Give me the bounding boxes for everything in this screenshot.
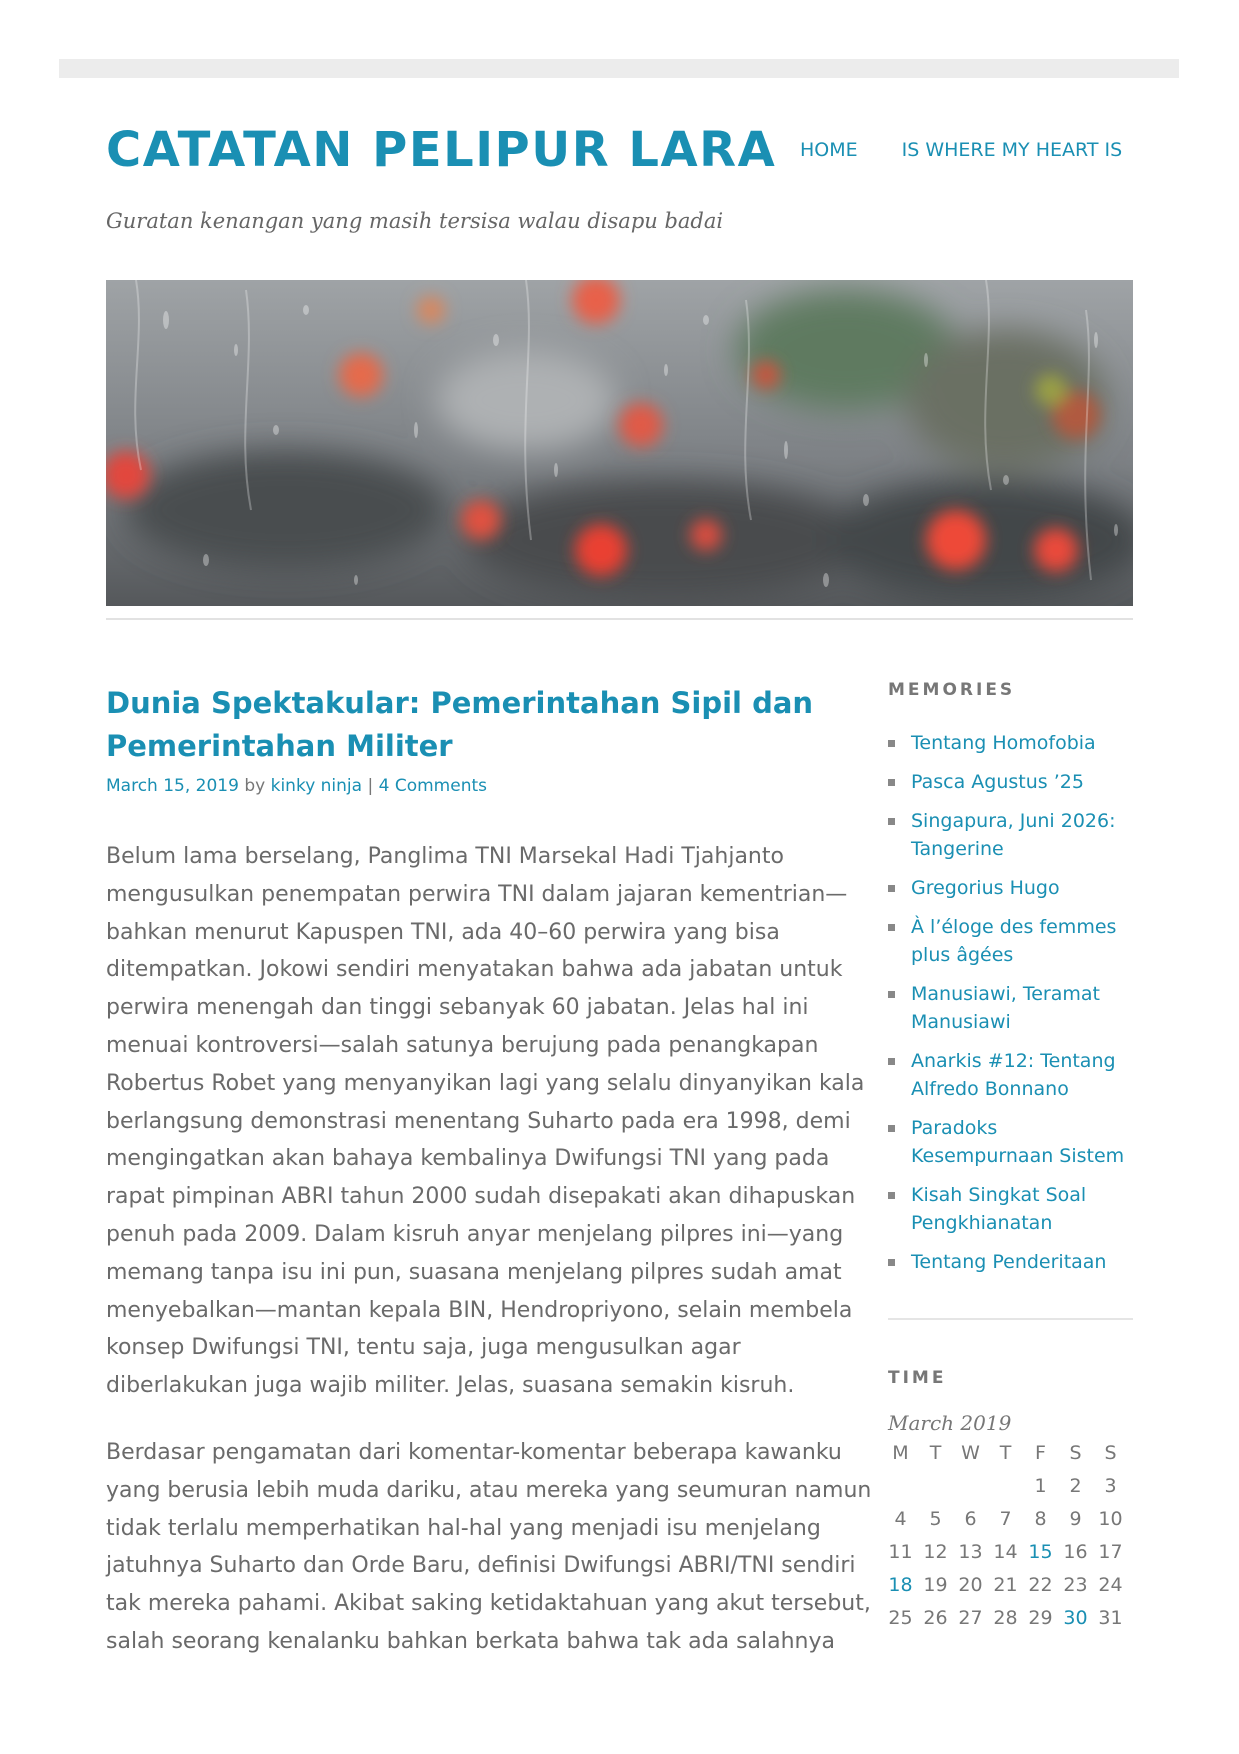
list-item bbox=[888, 1181, 1133, 1237]
calendar-day: 1 bbox=[1034, 1474, 1047, 1497]
calendar-day: 29 bbox=[1028, 1606, 1053, 1629]
memory-link[interactable]: Kisah Singkat Soal Pengkhianatan bbox=[911, 1184, 1087, 1234]
nav-home[interactable]: HOME bbox=[800, 139, 858, 161]
calendar-day: 11 bbox=[888, 1540, 913, 1563]
memories-widget-title: MEMORIES bbox=[888, 680, 1016, 700]
calendar-day bbox=[953, 1469, 988, 1502]
memory-link[interactable]: Paradoks Kesempurnaan Sistem bbox=[911, 1117, 1125, 1167]
nav-is-where-my-heart-is[interactable]: IS WHERE MY HEART IS bbox=[901, 139, 1123, 161]
calendar-day-link[interactable]: 15 bbox=[1028, 1540, 1053, 1563]
calendar-day: 5 bbox=[929, 1507, 942, 1530]
calendar-day: 3 bbox=[1104, 1474, 1117, 1497]
calendar-weekday: M bbox=[892, 1441, 909, 1464]
calendar-day: 27 bbox=[958, 1606, 983, 1629]
list-item bbox=[888, 913, 1133, 969]
calendar-day: 8 bbox=[1034, 1507, 1047, 1530]
memory-link[interactable]: Gregorius Hugo bbox=[911, 877, 1060, 899]
calendar-table bbox=[883, 1436, 1128, 1634]
memory-link[interactable]: À l’éloge des femmes plus âgées bbox=[911, 916, 1117, 966]
calendar-day: 13 bbox=[958, 1540, 983, 1563]
memories-list bbox=[888, 729, 1133, 1287]
sidebar bbox=[888, 680, 1133, 1629]
calendar-weekday: S bbox=[1069, 1441, 1082, 1464]
post-date-link[interactable]: March 15, 2019 bbox=[106, 776, 239, 796]
post-by-text: by bbox=[244, 776, 266, 796]
calendar-day: 10 bbox=[1098, 1507, 1123, 1530]
list-item bbox=[888, 874, 1133, 902]
post-comments-link[interactable]: 4 Comments bbox=[378, 776, 487, 796]
time-widget-title: TIME bbox=[888, 1368, 947, 1388]
list-item bbox=[888, 807, 1133, 863]
calendar-week bbox=[883, 1568, 1128, 1601]
calendar-weekday: F bbox=[1035, 1441, 1046, 1464]
memory-link[interactable]: Singapura, Juni 2026: Tangerine bbox=[911, 810, 1116, 860]
widget-divider bbox=[888, 1318, 1133, 1320]
calendar-week bbox=[883, 1601, 1128, 1634]
calendar-day: 25 bbox=[888, 1606, 913, 1629]
calendar-day: 26 bbox=[923, 1606, 948, 1629]
post-author-link[interactable]: kinky ninja bbox=[270, 776, 363, 796]
memory-link[interactable]: Tentang Penderitaan bbox=[911, 1251, 1107, 1273]
calendar-day bbox=[1023, 1535, 1058, 1568]
calendar-day: 31 bbox=[1098, 1606, 1123, 1629]
calendar-day bbox=[988, 1469, 1023, 1502]
calendar-day: 9 bbox=[1069, 1507, 1082, 1530]
post-paragraph: Berdasar pengamatan dari komentar-komentar beberapa kawanku yang berusia lebih muda dariku, atau mereka yang seumuran namun tidak terlalu memperhatikan hal-hal yang menjadi isu menjelang jatuhnya Suharto dan Orde Baru, definisi Dwifungsi ABRI/TNI sendiri tak mereka pahami. Akibat saking ketidaktahuan yang akut tersebut, salah seorang kenalanku bahkan berkata bahwa tak ada salahnya bbox=[106, 1439, 872, 1654]
calendar-caption: March 2019 bbox=[888, 1411, 1012, 1435]
rain-window-photo-icon bbox=[106, 280, 1133, 606]
list-item bbox=[888, 1047, 1133, 1103]
calendar-weekday: S bbox=[1104, 1441, 1117, 1464]
header-image bbox=[106, 280, 1133, 606]
calendar-day: 20 bbox=[958, 1573, 983, 1596]
post-paragraph: Belum lama berselang, Panglima TNI Marsekal Hadi Tjahjanto mengusulkan penempatan perwira TNI dalam jajaran kementrian— bahkan menurut Kapuspen TNI, ada 40–60 perwira yang bisa ditempatkan. Jokowi sendiri menyatakan bahwa ada jabatan untuk perwira menengah dan tinggi sebanyak 60 jabatan. Jelas hal ini menuai kontroversi—salah satunya berujung pada penangkapan Robertus Robet yang menyanyikan lagi yang selalu dinyanyikan kala berlangsung demonstrasi menentang Suharto pada era 1998, demi mengingatkan akan bahaya kembalinya Dwifungsi TNI yang pada rapat pimpinan ABRI tahun 2000 sudah disepakati akan dihapuskan penuh pada 2009. Dalam kisruh anyar menjelang pilpres ini—yang memang tanpa isu ini pun, suasana menjelang pilpres sudah amat menyebalkan—mantan kepala BIN, Hendropriyono, selain membela konsep Dwifungsi TNI, tentu saja, juga mengusulkan agar diberlakukan juga wajib militer. Jelas, suasana semakin kisruh. bbox=[106, 844, 865, 1399]
calendar-day: 16 bbox=[1063, 1540, 1088, 1563]
calendar-day: 17 bbox=[1098, 1540, 1123, 1563]
calendar-day bbox=[918, 1469, 953, 1502]
calendar-day: 21 bbox=[993, 1573, 1018, 1596]
calendar-day: 28 bbox=[993, 1606, 1018, 1629]
list-item bbox=[888, 729, 1133, 757]
site-title[interactable]: CATATAN PELIPUR LARA bbox=[106, 122, 777, 178]
list-item bbox=[888, 1248, 1133, 1276]
memory-link[interactable]: Manusiawi, Teramat Manusiawi bbox=[911, 983, 1100, 1033]
calendar-day: 4 bbox=[894, 1507, 907, 1530]
calendar-day: 12 bbox=[923, 1540, 948, 1563]
calendar-day: 14 bbox=[993, 1540, 1018, 1563]
memory-link[interactable]: Anarkis #12: Tentang Alfredo Bonnano bbox=[911, 1050, 1116, 1100]
header-divider bbox=[106, 618, 1133, 620]
calendar-day: 19 bbox=[923, 1573, 948, 1596]
calendar-week bbox=[883, 1469, 1128, 1502]
memory-link[interactable]: Pasca Agustus ’25 bbox=[911, 771, 1084, 793]
calendar-day: 6 bbox=[964, 1507, 977, 1530]
memory-link[interactable]: Tentang Homofobia bbox=[911, 732, 1096, 754]
calendar-day: 24 bbox=[1098, 1573, 1123, 1596]
top-bar bbox=[59, 59, 1179, 78]
calendar-day bbox=[1058, 1601, 1093, 1634]
calendar-weekday: W bbox=[961, 1441, 980, 1464]
post-content bbox=[106, 838, 876, 1690]
calendar-weekday: T bbox=[929, 1441, 942, 1464]
post-meta-separator: | bbox=[367, 776, 374, 796]
calendar-day-link[interactable]: 18 bbox=[888, 1573, 913, 1596]
calendar-day: 23 bbox=[1063, 1573, 1088, 1596]
list-item bbox=[888, 980, 1133, 1036]
calendar-day: 22 bbox=[1028, 1573, 1053, 1596]
calendar-day: 7 bbox=[999, 1507, 1012, 1530]
calendar-day bbox=[883, 1568, 918, 1601]
list-item bbox=[888, 768, 1133, 796]
calendar-week bbox=[883, 1502, 1128, 1535]
post-meta bbox=[106, 776, 487, 796]
main-nav bbox=[800, 139, 1166, 161]
site-tagline: Guratan kenangan yang masih tersisa walau disapu badai bbox=[106, 209, 724, 233]
calendar-week bbox=[883, 1535, 1128, 1568]
list-item bbox=[888, 1114, 1133, 1170]
calendar-day: 2 bbox=[1069, 1474, 1082, 1497]
calendar-weekday: T bbox=[999, 1441, 1012, 1464]
post-title[interactable]: Dunia Spektakular: Pemerintahan Sipil dan Pemerintahan Militer bbox=[106, 686, 814, 763]
calendar-day bbox=[883, 1469, 918, 1502]
calendar-day-link[interactable]: 30 bbox=[1063, 1606, 1088, 1629]
calendar-days bbox=[883, 1469, 1128, 1634]
